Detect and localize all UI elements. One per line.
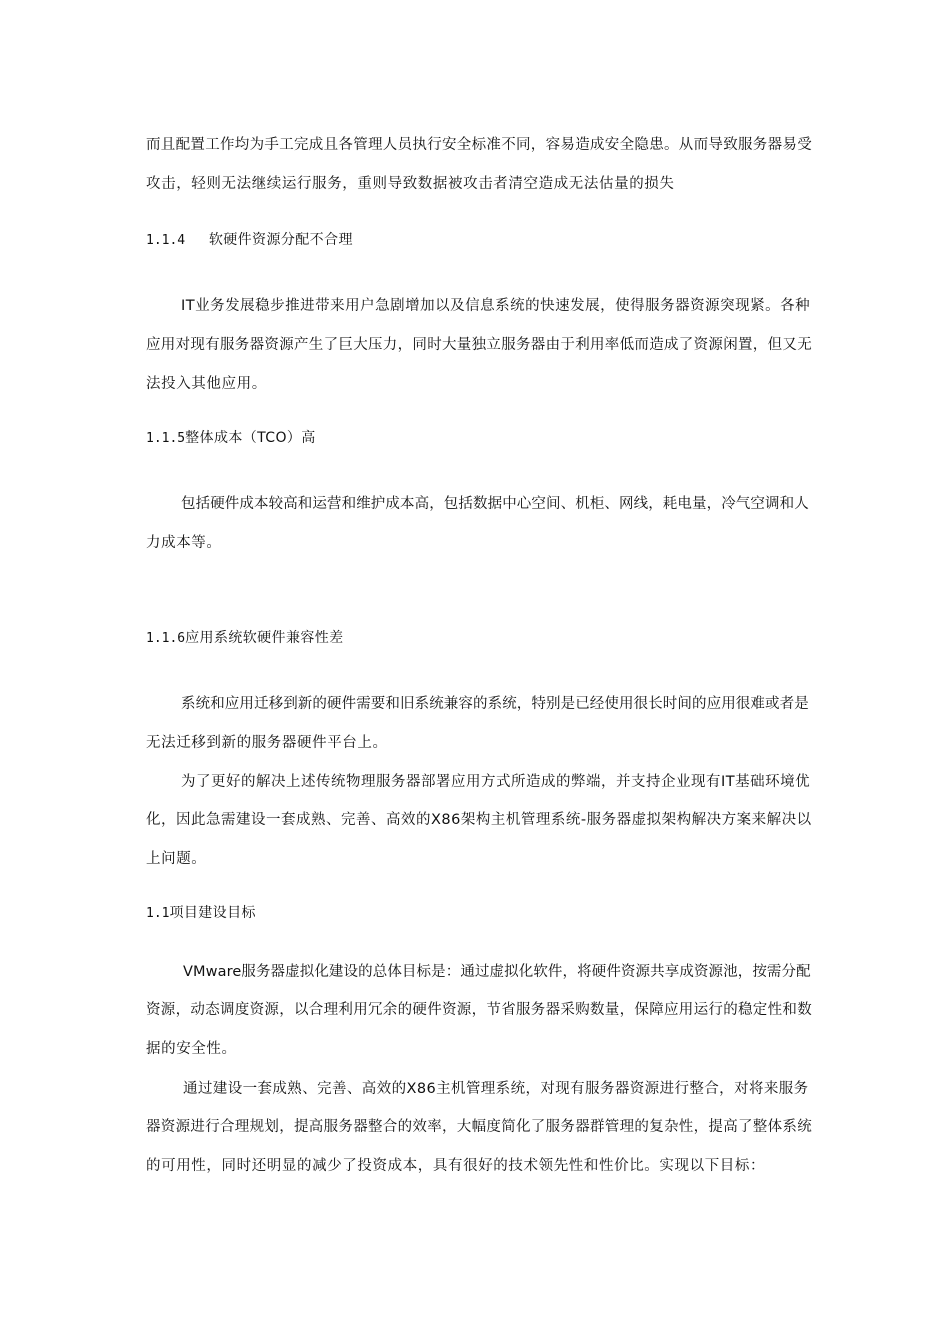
section-heading-1-1-5 [146, 428, 316, 449]
section-number: 1.1 [146, 906, 170, 921]
paragraph-line: 上问题。 [146, 851, 207, 867]
paragraph-line: 为了更好的解决上述传统物理服务器部署应用方式所造成的弊端，并支持企业现有IT基础环境优 [181, 774, 811, 790]
section-title: 项目建设目标 [169, 905, 256, 921]
paragraph-line: 资源，动态调度资源，以合理利用冗余的硬件资源，节省服务器采购数量，保障应用运行的稳定性和数 [146, 1002, 812, 1018]
section-number: 1.1.4 [146, 233, 186, 248]
section-title: 整体成本（TCO）高 [185, 430, 316, 446]
paragraph-line: 据的安全性。 [146, 1041, 237, 1057]
paragraph-line: 通过建设一套成熟、完善、高效的X86主机管理系统，对现有服务器资源进行整合，对将来服务 [183, 1081, 809, 1097]
section-title: 应用系统软硬件兼容性差 [185, 630, 344, 646]
paragraph-line: 无法迁移到新的服务器硬件平台上。 [146, 735, 388, 751]
paragraph-line: 攻击，轻则无法继续运行服务，重则导致数据被攻击者清空造成无法估量的损失 [146, 176, 675, 192]
section-number: 1.1.6 [146, 631, 186, 646]
section-heading-1-1-4 [146, 230, 353, 251]
paragraph-line: 而且配置工作均为手工完成且各管理人员执行安全标准不同，容易造成安全隐患。从而导致服务器易受 [146, 137, 812, 153]
section-number: 1.1.5 [146, 431, 186, 446]
section-heading-1-1 [146, 903, 256, 924]
paragraph-line: 应用对现有服务器资源产生了巨大压力，同时大量独立服务器由于利用率低而造成了资源闲置，但又无 [146, 337, 812, 353]
section-title: 软硬件资源分配不合理 [208, 232, 353, 248]
paragraph-line: 法投入其他应用。 [146, 376, 267, 392]
paragraph-line: 系统和应用迁移到新的硬件需要和旧系统兼容的系统，特别是已经使用很长时间的应用很难或者是 [181, 696, 809, 712]
paragraph-line: 的可用性，同时还明显的减少了投资成本，具有很好的技术领先性和性价比。实现以下目标： [146, 1158, 766, 1174]
paragraph-line: VMware服务器虚拟化建设的总体目标是：通过虚拟化软件，将硬件资源共享成资源池，按需分配 [183, 964, 811, 980]
paragraph-line: 器资源进行合理规划，提高服务器整合的效率，大幅度简化了服务器群管理的复杂性，提高了整体系统 [146, 1119, 812, 1135]
paragraph-line: IT业务发展稳步推进带来用户急剧增加以及信息系统的快速发展，使得服务器资源突现紧。各种 [181, 298, 811, 314]
paragraph-line: 包括硬件成本较高和运营和维护成本高，包括数据中心空间、机柜、网线，耗电量，冷气空调和人 [181, 496, 809, 512]
paragraph-line: 化，因此急需建设一套成熟、完善、高效的X86架构主机管理系统-服务器虚拟架构解决方案来解决以 [146, 812, 812, 828]
section-heading-1-1-6 [146, 628, 344, 649]
paragraph-line: 力成本等。 [146, 535, 222, 551]
